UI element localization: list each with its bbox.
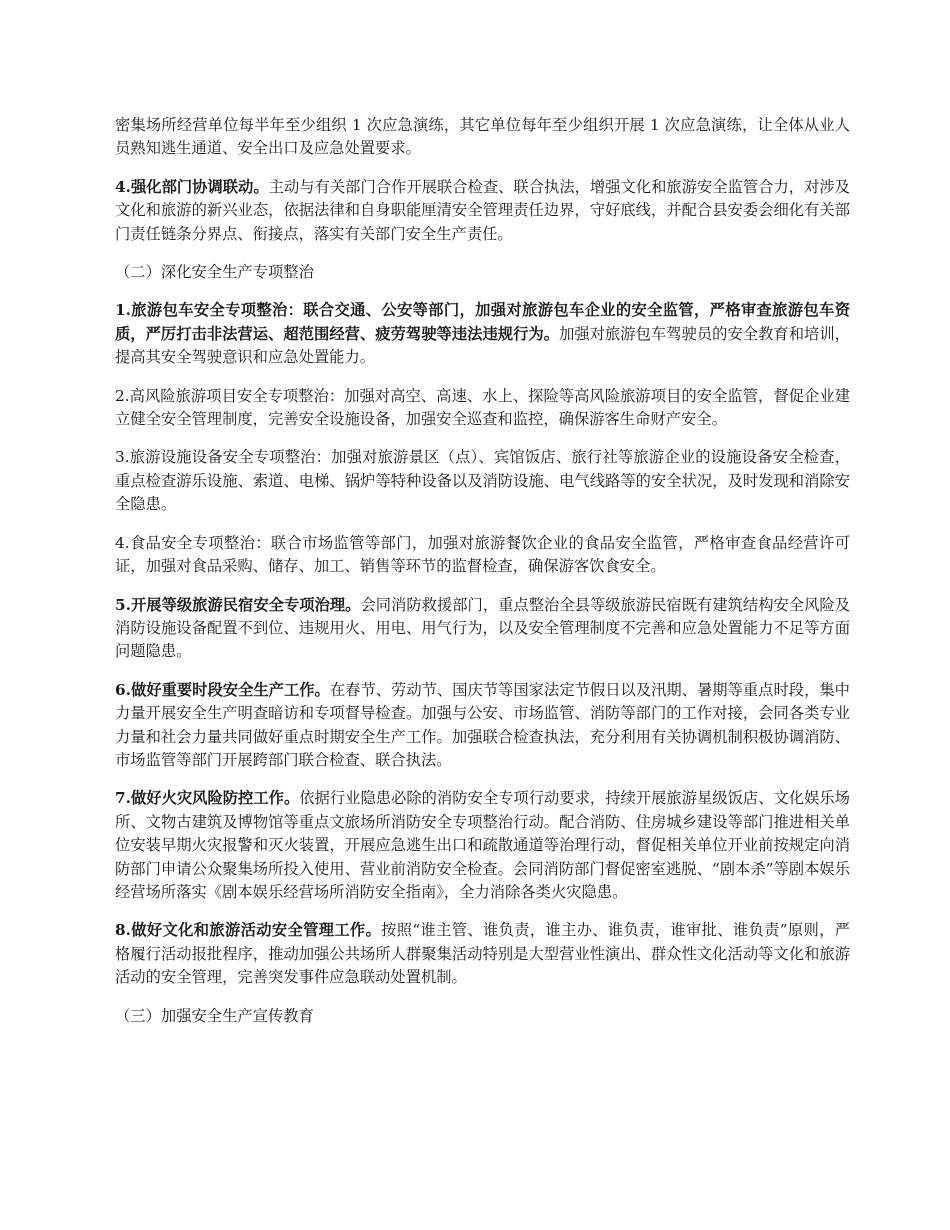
paragraph-department-coordination: [115, 176, 850, 246]
paragraph-text: 按照“谁主管、谁负责，谁主办、谁负责，谁审批、谁负责”原则，严格履行活动报批程序，推动加强公共场所人群聚集活动特别是大型营业性演出、群众性文化活动等文化和旅游活动的安全管理，完善突发事件应急联动处置机制。: [115, 921, 850, 987]
paragraph-key-periods: [115, 679, 850, 773]
paragraph-homestay-safety: [115, 594, 850, 664]
paragraph-text: 在春节、劳动节、国庆节等国家法定节假日以及汛期、暑期等重点时段，集中力量开展安全生产明查暗访和专项督导检查。加强与公安、市场监管、消防等部门的工作对接，会同各类专业力量和社会力量共同做好重点时期安全生产工作。加强联合检查执法，充分利用有关协调机制积极协调消防、市场监管等部门开展跨部门联合检查、联合执法。: [115, 680, 850, 769]
paragraph-emergency-drill: [115, 114, 850, 161]
paragraph-lead: 8.做好文化和旅游活动安全管理工作。: [115, 921, 382, 940]
section-heading-safety-education: （三）加强安全生产宣传教育: [115, 1006, 314, 1025]
paragraph-lead: 7.做好火灾风险防控工作。: [115, 789, 300, 808]
document-page: [115, 114, 850, 1043]
paragraph-lead: 5.开展等级旅游民宿安全专项治理。: [115, 595, 361, 614]
paragraph-text: 会同消防救援部门，重点整治全县等级旅游民宿既有建筑结构安全风险及消防设施设备配置不到位、违规用火、用电、用气行为，以及安全管理制度不完善和应急处置能力不足等方面问题隐患。: [115, 595, 850, 661]
paragraph-text: 4.食品安全专项整治：联合市场监管等部门，加强对旅游餐饮企业的食品安全监管，严格审查食品经营许可证，加强对食品采购、储存、加工、销售等环节的监督检查，确保游客饮食安全。: [115, 533, 850, 576]
paragraph-text: 依据行业隐患必除的消防安全专项行动要求，持续开展旅游星级饭店、文化娱乐场所、文物古建筑及博物馆等重点文旅场所消防安全专项整治行动。配合消防、住房城乡建设等部门推进相关单位安装早期火灾报警和灭火装置，开展应急逃生出口和疏散通道等治理行动，督促相关单位开业前按规定向消防部门申请公众聚集场所投入使用、营业前消防安全检查。会同消防部门督促密室逃脱、“剧本杀”等剧本娱乐经营场所落实《剧本娱乐经营场所消防安全指南》，全力消除各类火灾隐患。: [115, 789, 850, 901]
paragraph-text: 加强对旅游包车驾驶员的安全教育和培训，提高其安全驾驶意识和应急处置能力。: [115, 324, 850, 367]
paragraph-food-safety: [115, 532, 850, 579]
paragraph-high-risk-projects: [115, 385, 850, 432]
paragraph-text: 2.高风险旅游项目安全专项整治：加强对高空、高速、水上、探险等高风险旅游项目的安全监管，督促企业建立健全安全管理制度，完善安全设施设备，加强安全巡查和监控，确保游客生命财产安全。: [115, 386, 850, 429]
paragraph-charter-bus: [115, 299, 850, 369]
paragraph-lead: 6.做好重要时段安全生产工作。: [115, 680, 330, 699]
paragraph-text: 3.旅游设施设备安全专项整治：加强对旅游景区（点）、宾馆饭店、旅行社等旅游企业的设施设备安全检查，重点检查游乐设施、索道、电梯、锅炉等特种设备以及消防设施、电气线路等的安全状况，及时发现和消除安全隐患。: [115, 448, 850, 514]
paragraph-text: 密集场所经营单位每半年至少组织 1 次应急演练，其它单位每年至少组织开展 1 次应急演练，让全体从业人员熟知逃生通道、安全出口及应急处置要求。: [115, 116, 850, 158]
paragraph-facilities-equipment: [115, 446, 850, 516]
paragraph-lead: 1.旅游包车安全专项整治：联合交通、公安等部门，加强对旅游包车企业的安全监管，严格审查旅游包车资质，严厉打击非法营运、超范围经营、疲劳驾驶等违法违规行为。: [115, 301, 850, 343]
paragraph-activity-safety: [115, 919, 850, 989]
section-heading-special-rectification: （二）深化安全生产专项整治: [115, 263, 314, 282]
paragraph-fire-risk: [115, 787, 850, 904]
paragraph-text: 主动与有关部门合作开展联合检查、联合执法，增强文化和旅游安全监管合力，对涉及文化和旅游的新兴业态，依据法律和自身职能厘清安全管理责任边界，守好底线，并配合县安委会细化有关部门责任链条分界点、衔接点，落实有关部门安全生产责任。: [115, 177, 850, 243]
paragraph-lead: 4.强化部门协调联动。: [115, 177, 269, 196]
